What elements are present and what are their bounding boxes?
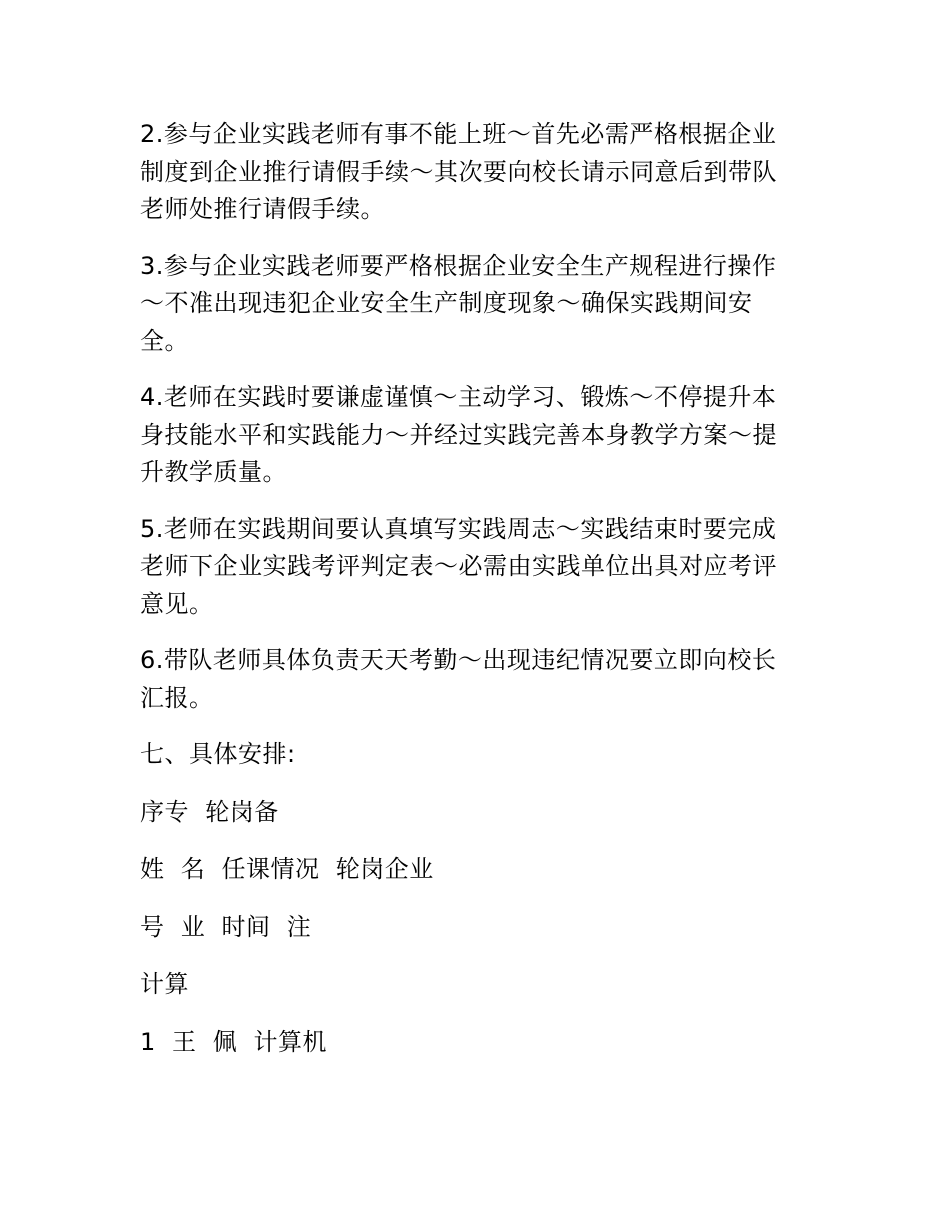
table-header-line-2: 姓 名 任课情况 轮岗企业 bbox=[140, 855, 434, 883]
table-row-line-1: 计算 bbox=[140, 970, 189, 998]
section-heading: 七、具体安排: bbox=[140, 740, 296, 768]
table-row-line-2: 1 王 佩 计算机 bbox=[140, 1027, 328, 1056]
paragraph-item-2: 2.参与企业实践老师有事不能上班～首先必需严格根据企业制度到企业推行请假手续～其次要向校长请示同意后到带队老师处推行请假手续。 bbox=[140, 120, 777, 223]
table-header-line-1: 序专 轮岗备 bbox=[140, 797, 279, 826]
document-body bbox=[140, 116, 800, 1081]
paragraph-item-3: 3.参与企业实践老师要严格根据企业安全生产规程进行操作～不准出现违犯企业安全生产制度现象～确保实践期间安全。 bbox=[140, 251, 777, 355]
paragraph-item-4: 4.老师在实践时要谦虚谨慎～主动学习、锻炼～不停提升本身技能水平和实践能力～并经过实践完善本身教学方案～提升教学质量。 bbox=[140, 383, 777, 486]
paragraph-item-5: 5.老师在实践期间要认真填写实践周志～实践结束时要完成老师下企业实践考评判定表～必需由实践单位出具对应考评意见。 bbox=[140, 514, 777, 618]
table-header-line-3: 号 业 时间 注 bbox=[140, 912, 312, 941]
paragraph-item-6: 6.带队老师具体负责天天考勤～出现违纪情况要立即向校长汇报。 bbox=[140, 646, 777, 712]
